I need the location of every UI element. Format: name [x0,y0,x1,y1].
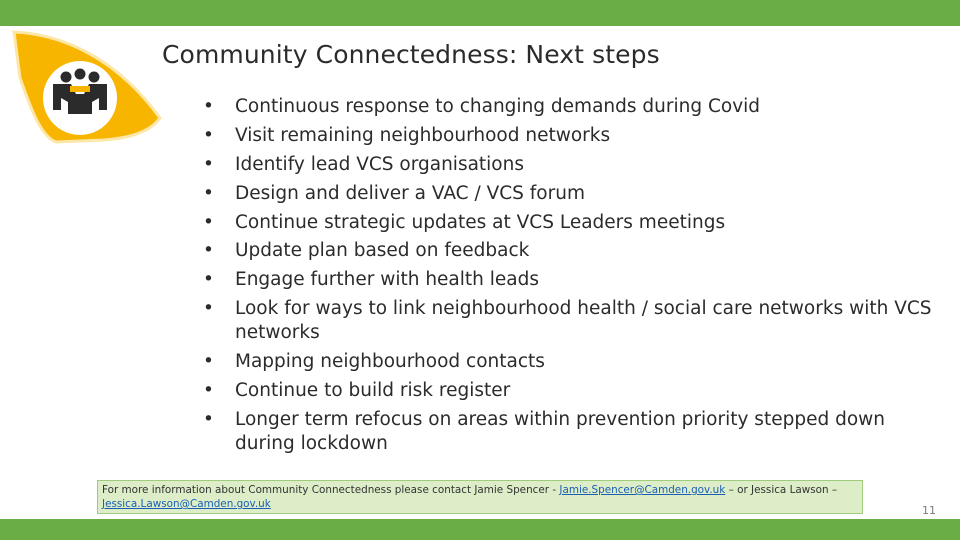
community-people-icon [0,26,180,156]
contact-box [97,480,863,514]
email-link-jamie[interactable]: Jamie.Spencer@Camden.gov.uk [559,484,726,496]
list-item: • Engage further with health leads [200,268,940,292]
list-item: • Design and deliver a VAC / VCS forum [200,182,940,206]
bottom-bar [0,519,960,540]
list-item: • Continue strategic updates at VCS Leaders meetings [200,211,940,235]
page-title: Community Connectedness: Next steps [162,40,660,69]
list-item: • Update plan based on feedback [200,239,940,263]
page-number: 11 [922,504,936,517]
email-link-jessica[interactable]: Jessica.Lawson@Camden.gov.uk [102,498,271,510]
list-item: • Identify lead VCS organisations [200,153,940,177]
top-bar [0,0,960,26]
next-steps-list [200,95,940,461]
contact-text: – or Jessica Lawson – [725,484,838,496]
list-item: • Continue to build risk register [200,379,940,403]
list-item: • Continuous response to changing demands during Covid [200,95,940,119]
list-item: • Look for ways to link neighbourhood health / social care networks with VCS networks [200,297,940,345]
list-item: • Longer term refocus on areas within prevention priority stepped down during lockdown [200,408,940,456]
contact-text: For more information about Community Connectedness please contact Jamie Spencer - [102,484,560,496]
list-item: • Visit remaining neighbourhood networks [200,124,940,148]
list-item: • Mapping neighbourhood contacts [200,350,940,374]
